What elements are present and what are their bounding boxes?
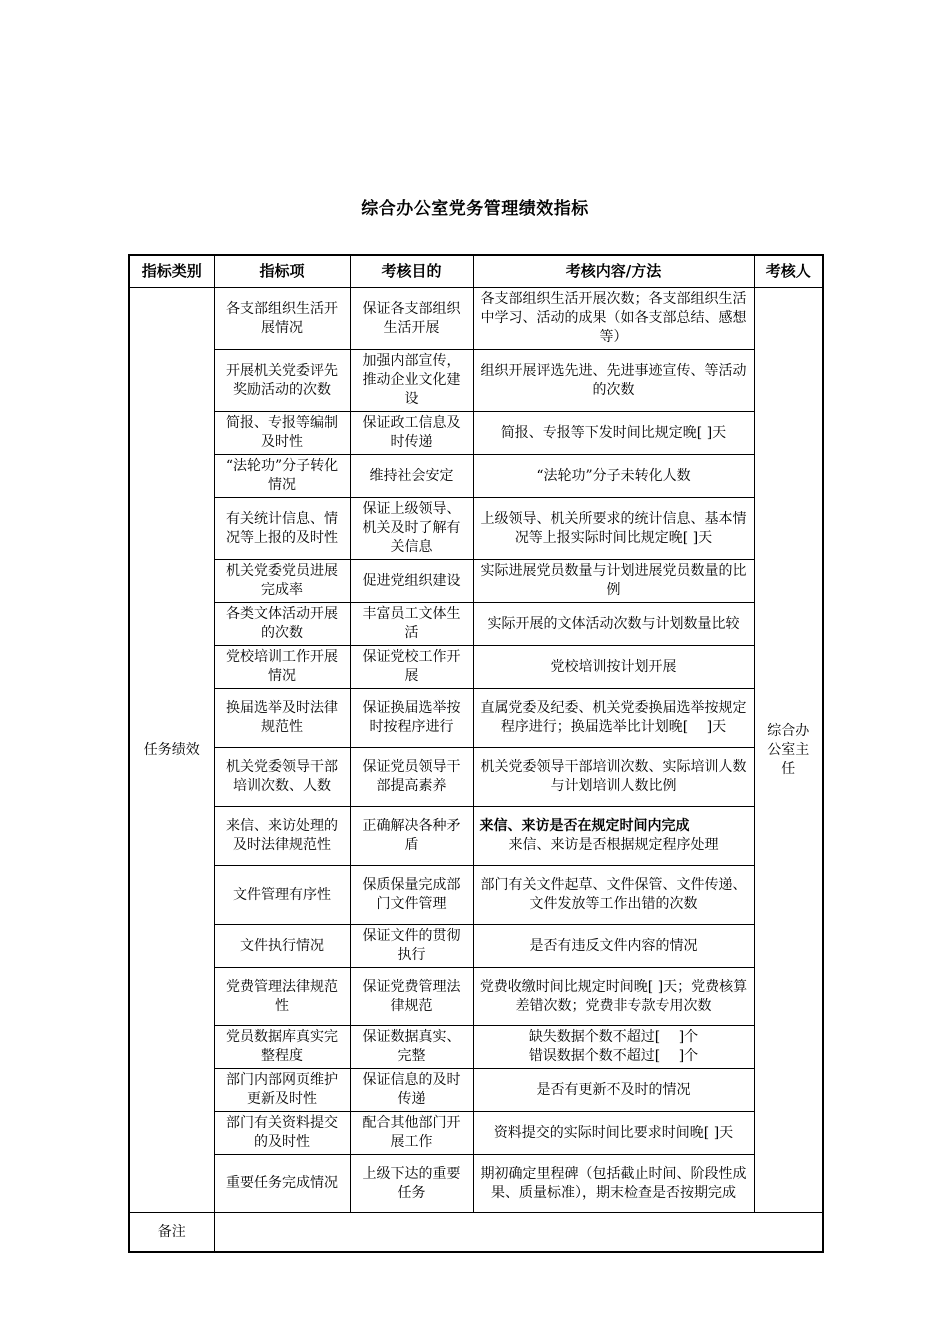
category-cell: 任务绩效 <box>129 288 214 1213</box>
content-cell: 实际开展的文体活动次数与计划数量比较 <box>473 603 754 646</box>
content-cell <box>473 1026 754 1069</box>
item-cell: 开展机关党委评先奖励活动的次数 <box>214 350 350 412</box>
content-cell: “法轮功”分子未转化人数 <box>473 455 754 498</box>
purpose-cell: 配合其他部门开展工作 <box>350 1112 473 1155</box>
table-row <box>129 1026 823 1069</box>
purpose-cell: 维持社会安定 <box>350 455 473 498</box>
purpose-cell: 丰富员工文体生活 <box>350 603 473 646</box>
table-row <box>129 968 823 1026</box>
header-category: 指标类别 <box>129 255 214 288</box>
purpose-cell: 保证党员领导干部提高素养 <box>350 748 473 807</box>
purpose-cell: 正确解决各种矛盾 <box>350 807 473 866</box>
item-cell: 文件执行情况 <box>214 925 350 968</box>
item-cell: 党校培训工作开展情况 <box>214 646 350 689</box>
content-cell: 各支部组织生活开展次数；各支部组织生活中学习、活动的成果（如各支部总结、感想等） <box>473 288 754 350</box>
purpose-cell: 保证文件的贯彻执行 <box>350 925 473 968</box>
content-cell: 资料提交的实际时间比要求时间晚[ ]天 <box>473 1112 754 1155</box>
content-cell: 党费收缴时间比规定时间晚[ ]天；党费核算差错次数；党费非专款专用次数 <box>473 968 754 1026</box>
item-cell: 各类文体活动开展的次数 <box>214 603 350 646</box>
content-cell: 部门有关文件起草、文件保管、文件传递、文件发放等工作出错的次数 <box>473 866 754 925</box>
header-content: 考核内容/方法 <box>473 255 754 288</box>
content-cell: 上级领导、机关所要求的统计信息、基本情况等上报实际时间比规定晚[ ]天 <box>473 498 754 560</box>
item-cell: 来信、来访处理的及时法律规范性 <box>214 807 350 866</box>
item-cell: 各支部组织生活开展情况 <box>214 288 350 350</box>
indicator-table <box>128 254 824 1253</box>
purpose-cell: 保质保量完成部门文件管理 <box>350 866 473 925</box>
content-cell: 党校培训按计划开展 <box>473 646 754 689</box>
item-cell: 机关党委党员进展完成率 <box>214 560 350 603</box>
table-row <box>129 288 823 350</box>
table-row <box>129 1112 823 1155</box>
item-cell: 换届选举及时法律规范性 <box>214 689 350 748</box>
purpose-cell: 促进党组织建设 <box>350 560 473 603</box>
remark-row <box>129 1213 823 1253</box>
table-row <box>129 498 823 560</box>
content-line: 错误数据个数不超过[ ]个 <box>528 1048 699 1064</box>
content-cell: 直属党委及纪委、机关党委换届选举按规定程序进行；换届选举比计划晚[ ]天 <box>473 689 754 748</box>
remark-label: 备注 <box>129 1213 214 1253</box>
content-cell: 是否有更新不及时的情况 <box>473 1069 754 1112</box>
content-cell: 实际进展党员数量与计划进展党员数量的比例 <box>473 560 754 603</box>
content-cell: 是否有违反文件内容的情况 <box>473 925 754 968</box>
purpose-cell: 保证换届选举按时按程序进行 <box>350 689 473 748</box>
content-line-bold: 来信、来访是否在规定时间内完成 <box>479 818 690 834</box>
content-cell: 机关党委领导干部培训次数、实际培训人数与计划培训人数比例 <box>473 748 754 807</box>
header-purpose: 考核目的 <box>350 255 473 288</box>
table-row <box>129 925 823 968</box>
assessor-cell: 综合办公室主任 <box>754 288 823 1213</box>
header-assessor: 考核人 <box>754 255 823 288</box>
content-cell: 期初确定里程碑（包括截止时间、阶段性成果、质量标准），期末检查是否按期完成 <box>473 1155 754 1213</box>
table-row <box>129 412 823 455</box>
purpose-cell: 保证数据真实、完整 <box>350 1026 473 1069</box>
header-row <box>129 255 823 288</box>
purpose-cell: 保证上级领导、机关及时了解有关信息 <box>350 498 473 560</box>
purpose-cell: 保证党校工作开展 <box>350 646 473 689</box>
item-cell: “法轮功”分子转化情况 <box>214 455 350 498</box>
purpose-cell: 保证党费管理法律规范 <box>350 968 473 1026</box>
content-cell <box>473 807 754 866</box>
purpose-cell: 上级下达的重要任务 <box>350 1155 473 1213</box>
table-row <box>129 560 823 603</box>
table-row <box>129 807 823 866</box>
purpose-cell: 加强内部宣传，推动企业文化建设 <box>350 350 473 412</box>
table-row <box>129 603 823 646</box>
item-cell: 简报、专报等编制及时性 <box>214 412 350 455</box>
table-row <box>129 350 823 412</box>
purpose-cell: 保证信息的及时传递 <box>350 1069 473 1112</box>
item-cell: 文件管理有序性 <box>214 866 350 925</box>
table-row <box>129 689 823 748</box>
purpose-cell: 保证政工信息及时传递 <box>350 412 473 455</box>
table-row <box>129 646 823 689</box>
item-cell: 部门内部网页维护更新及时性 <box>214 1069 350 1112</box>
table-row <box>129 455 823 498</box>
content-line: 缺失数据个数不超过[ ]个 <box>528 1029 699 1045</box>
item-cell: 重要任务完成情况 <box>214 1155 350 1213</box>
table-row <box>129 866 823 925</box>
page-title: 综合办公室党务管理绩效指标 <box>361 199 589 219</box>
item-cell: 党费管理法律规范性 <box>214 968 350 1026</box>
header-item: 指标项 <box>214 255 350 288</box>
table-row <box>129 1155 823 1213</box>
purpose-cell: 保证各支部组织生活开展 <box>350 288 473 350</box>
item-cell: 部门有关资料提交的及时性 <box>214 1112 350 1155</box>
table-row <box>129 748 823 807</box>
remark-value <box>214 1213 823 1253</box>
item-cell: 党员数据库真实完整程度 <box>214 1026 350 1069</box>
item-cell: 有关统计信息、情况等上报的及时性 <box>214 498 350 560</box>
content-cell: 简报、专报等下发时间比规定晚[ ]天 <box>473 412 754 455</box>
content-cell: 组织开展评选先进、先进事迹宣传、等活动的次数 <box>473 350 754 412</box>
table-row <box>129 1069 823 1112</box>
content-line: 来信、来访是否根据规定程序处理 <box>508 837 719 853</box>
item-cell: 机关党委领导干部培训次数、人数 <box>214 748 350 807</box>
